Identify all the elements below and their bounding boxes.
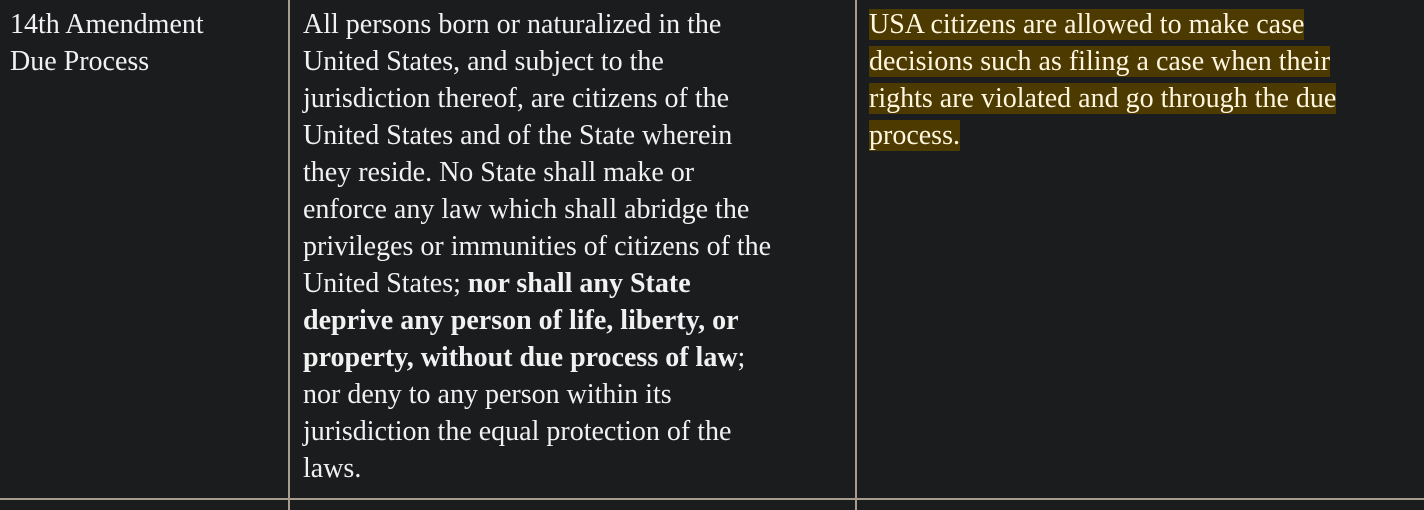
topic-line: 14th Amendment — [10, 9, 204, 40]
meaning-line — [869, 43, 1412, 80]
due-process-bold: property, without due process of law — [303, 342, 738, 373]
text-plain: United States; — [303, 268, 468, 299]
due-process-bold: nor shall any State — [467, 268, 691, 299]
text-line: United States and of the State wherein — [303, 120, 733, 151]
text-line: laws. — [303, 453, 362, 484]
text-line: they reside. No State shall make or — [303, 157, 695, 188]
highlighted-text: process. — [869, 120, 960, 151]
text-line: privileges or immunities of citizens of the — [303, 231, 772, 262]
topic-line: Due Process — [10, 46, 150, 77]
column-divider — [855, 500, 857, 510]
meaning-cell[interactable] — [855, 0, 1424, 498]
meaning-line — [869, 80, 1412, 117]
highlighted-text: decisions such as filing a case when their — [869, 46, 1331, 77]
text-line — [303, 339, 843, 376]
topic-cell[interactable] — [0, 0, 288, 498]
text-line — [303, 265, 843, 302]
meaning-line — [869, 6, 1412, 43]
next-table-row — [0, 500, 1424, 510]
column-divider — [288, 500, 290, 510]
amendment-text-cell[interactable] — [288, 0, 855, 498]
text-plain: ; — [737, 342, 746, 373]
text-line: United States, and subject to the — [303, 46, 664, 77]
text-line: enforce any law which shall abridge the — [303, 194, 750, 225]
text-line: jurisdiction the equal protection of the — [303, 416, 732, 447]
text-line: All persons born or naturalized in the — [303, 9, 722, 40]
meaning-line — [869, 117, 1412, 154]
due-process-bold: deprive any person of life, liberty, or — [303, 305, 739, 336]
text-line: jurisdiction thereof, are citizens of the — [303, 83, 730, 114]
text-line: nor deny to any person within its — [303, 379, 672, 410]
highlighted-text: rights are violated and go through the due — [869, 83, 1337, 114]
highlighted-text: USA citizens are allowed to make case — [869, 9, 1305, 40]
